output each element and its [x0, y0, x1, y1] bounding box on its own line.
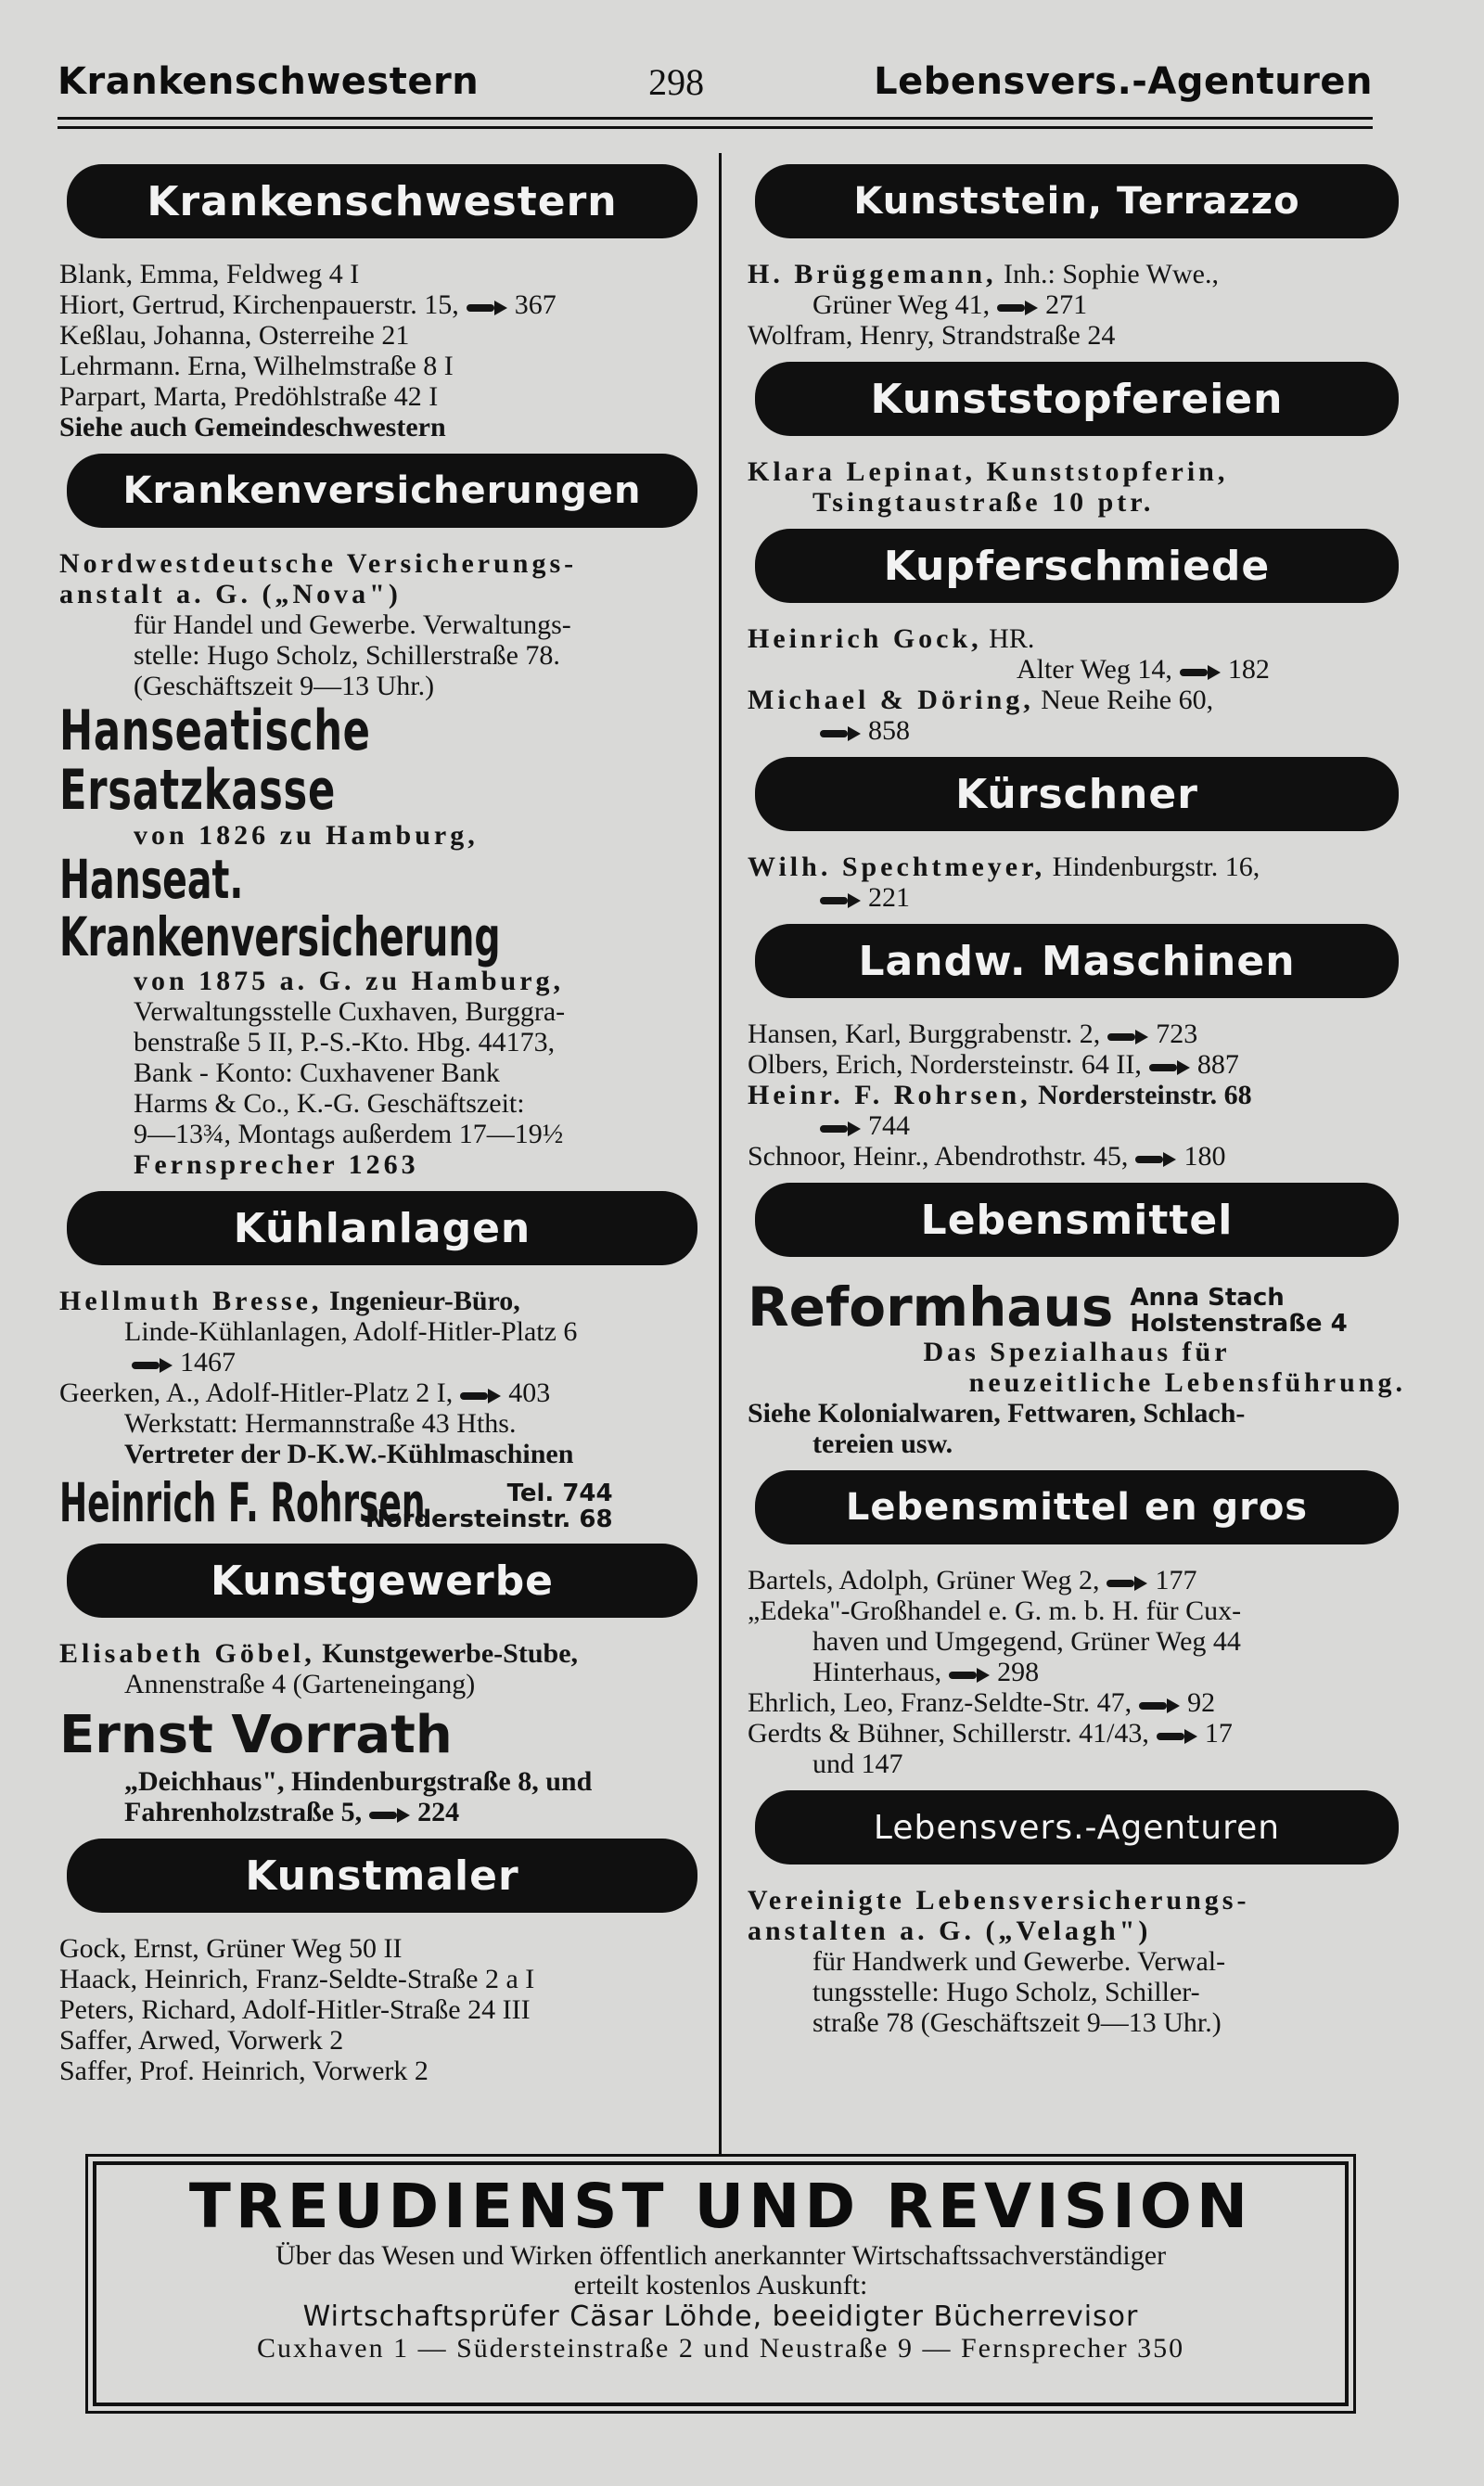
company-name: H. Brüggemann, — [748, 259, 997, 289]
section-heading-krankenversicherungen: Krankenversicherungen — [67, 454, 697, 528]
entry-detail: Inh.: Sophie Wwe., — [1004, 259, 1219, 289]
entry-detail: für Handwerk und Gewerbe. Verwal- — [812, 1946, 1226, 1977]
list-item: Keßlau, Johanna, Osterreihe 21 — [59, 320, 410, 351]
entry-detail — [748, 715, 1406, 746]
entry-detail: HR. — [989, 623, 1035, 654]
list-item — [59, 1378, 705, 1408]
telephone-icon — [949, 1668, 991, 1681]
company-name: Hellmuth Bresse, — [59, 1286, 323, 1316]
entry-detail: Linde-Kühlanlagen, Adolf-Hitler-Platz 6 — [124, 1316, 578, 1347]
cross-reference: Siehe Kolonialwaren, Fettwaren, Schlach- — [748, 1398, 1246, 1429]
phone-number: 403 — [508, 1378, 551, 1408]
entry-detail: straße 78 (Geschäftszeit 9—13 Uhr.) — [812, 2007, 1222, 2038]
advert-subline: von 1875 a. G. zu Hamburg, — [134, 966, 565, 996]
left-column — [59, 153, 705, 2086]
list-item — [748, 1019, 1406, 1049]
list-item: „Edeka"-Großhandel e. G. m. b. H. für Cux- — [748, 1595, 1242, 1626]
phone-number: 723 — [1156, 1019, 1198, 1049]
telephone-icon — [820, 1121, 863, 1134]
entry-text: Grüner Weg 41, — [812, 289, 991, 320]
telephone-icon — [369, 1808, 412, 1821]
list-item — [748, 1049, 1406, 1080]
phone-number: 17 — [1204, 1718, 1233, 1749]
list-item: Parpart, Marta, Predöhlstraße 42 I — [59, 381, 439, 412]
advert-phone: Tel. 744 — [506, 1480, 613, 1507]
entry-detail: Neue Reihe 60, — [1041, 685, 1214, 715]
list-item — [748, 1080, 1406, 1110]
entry-detail: Annenstraße 4 (Garteneingang) — [124, 1669, 476, 1699]
list-item: Gock, Ernst, Grüner Weg 50 II — [59, 1933, 403, 1964]
company-name: Heinr. F. Rohrsen, — [748, 1080, 1031, 1110]
phone-number: 177 — [1155, 1565, 1197, 1595]
list-item: Lehrmann. Erna, Wilhelmstraße 8 I — [59, 351, 454, 381]
phone-number: 1467 — [180, 1347, 236, 1378]
advert-treudienst — [93, 2161, 1349, 2406]
entry-detail: für Handel und Gewerbe. Verwaltungs- — [134, 609, 571, 640]
telephone-icon — [1107, 1030, 1150, 1043]
entry-text: Schnoor, Heinr., Abendrothstr. 45, — [748, 1141, 1129, 1172]
entry-text: Hinterhaus, — [812, 1657, 942, 1687]
company-name: Elisabeth Göbel, — [59, 1638, 315, 1669]
phone-number: 298 — [997, 1657, 1040, 1687]
phone-number: 180 — [1183, 1141, 1226, 1172]
advert-hanseat-kv — [59, 848, 705, 968]
advert-text: erteilt kostenlos Auskunft: — [573, 2270, 868, 2300]
entry-text: Bartels, Adolph, Grüner Weg 2, — [748, 1565, 1100, 1595]
section-heading-krankenschwestern: Krankenschwestern — [67, 164, 697, 238]
advert-headline: TREUDIENST UND REVISION — [188, 2171, 1253, 2242]
header-rule-bottom — [58, 126, 1373, 129]
phone-number: 858 — [868, 715, 910, 746]
phone-number: 221 — [868, 882, 910, 913]
entry-text: Fahrenholzstraße 5, — [124, 1797, 363, 1827]
company-name: Michael & Döring, — [748, 685, 1034, 715]
entry-detail: Verwaltungsstelle Cuxhaven, Burggra- — [134, 996, 566, 1027]
entry-text: Gerdts & Bühner, Schillerstr. 41/43, — [748, 1718, 1149, 1749]
advert-address: Cuxhaven 1 — Südersteinstraße 2 und Neustraße 9 — Fernsprecher 350 — [256, 2333, 1185, 2364]
telephone-icon — [1180, 665, 1222, 678]
entry-detail: stelle: Hugo Scholz, Schillerstraße 78. — [134, 640, 560, 671]
telephone-icon — [1107, 1576, 1149, 1589]
list-item — [748, 1718, 1406, 1749]
entry-detail: benstraße 5 II, P.-S.-Kto. Hbg. 44173, — [134, 1027, 556, 1057]
list-item: Saffer, Arwed, Vorwerk 2 — [59, 2025, 344, 2056]
advert-headline: Hanseatische Ersatzkasse — [59, 698, 371, 823]
phone-number: 367 — [514, 289, 556, 320]
entry-detail — [748, 1110, 1406, 1141]
phone-number: 224 — [417, 1797, 460, 1827]
entry-detail: tungsstelle: Hugo Scholz, Schiller- — [812, 1977, 1200, 2007]
entry-text: Alter Weg 14, — [1017, 654, 1172, 685]
cross-reference: Siehe auch Gemeindeschwestern — [59, 412, 446, 442]
entry-text: Hiort, Gertrud, Kirchenpauerstr. 15, — [59, 289, 459, 320]
entry-detail: Harms & Co., K.-G. Geschäftszeit: — [134, 1088, 525, 1119]
phone-number: 271 — [1045, 289, 1088, 320]
entry-detail: Tsingtaustraße 10 ptr. — [812, 487, 1155, 518]
section-heading-lebensmittel-en-gros: Lebensmittel en gros — [755, 1470, 1399, 1544]
entry-detail: Ingenieur-Büro, — [328, 1286, 520, 1316]
phone-number: 182 — [1227, 654, 1270, 685]
entry-detail: Werkstatt: Hermannstraße 43 Hths. — [124, 1408, 517, 1439]
section-heading-lebensmittel: Lebensmittel — [755, 1183, 1399, 1257]
entry-detail: Bank - Konto: Cuxhavener Bank — [134, 1057, 500, 1088]
phone-line: Fernsprecher 1263 — [134, 1149, 419, 1180]
list-item: Saffer, Prof. Heinrich, Vorwerk 2 — [59, 2056, 429, 2086]
header-right-keyword: Lebensvers.-Agenturen — [874, 60, 1373, 103]
list-item — [748, 1565, 1406, 1595]
section-heading-kunstmaler: Kunstmaler — [67, 1839, 697, 1913]
phone-number: 744 — [868, 1110, 910, 1141]
company-name: Vereinigte Lebensversicherungs- — [748, 1885, 1250, 1916]
advert-hanseatische — [59, 698, 705, 823]
entry-detail — [748, 882, 1406, 913]
section-heading-kuehlanlagen: Kühlanlagen — [67, 1191, 697, 1265]
entry-detail — [59, 1797, 705, 1827]
entry-detail — [748, 1657, 1406, 1687]
list-item: Blank, Emma, Feldweg 4 I — [59, 259, 360, 289]
column-divider — [719, 153, 722, 2157]
telephone-icon — [1139, 1698, 1182, 1711]
telephone-icon — [460, 1389, 503, 1402]
telephone-icon — [1157, 1729, 1199, 1742]
entry-detail: Nordersteinstr. 68 — [1038, 1080, 1252, 1110]
telephone-icon — [1135, 1152, 1178, 1165]
telephone-icon — [820, 726, 863, 739]
section-heading-lebensvers-agenturen: Lebensvers.-Agenturen — [755, 1790, 1399, 1864]
list-item — [748, 685, 1406, 715]
list-item: Peters, Richard, Adolf-Hitler-Straße 24 III — [59, 1994, 531, 2025]
list-item — [748, 852, 1406, 882]
section-heading-kupferschmiede: Kupferschmiede — [755, 529, 1399, 603]
advert-slogan: Das Spezialhaus für — [923, 1337, 1231, 1367]
advert-reformhaus — [748, 1277, 1406, 1337]
section-heading-kuerschner: Kürschner — [755, 757, 1399, 831]
entry-detail: Kunstgewerbe-Stube, — [322, 1638, 579, 1669]
entry-text: Ehrlich, Leo, Franz-Seldte-Str. 47, — [748, 1687, 1132, 1718]
advert-rohrsen — [59, 1473, 705, 1532]
phone-number: 887 — [1196, 1049, 1239, 1080]
advert-address: Nordersteinstr. 68 — [365, 1506, 613, 1533]
section-heading-kunststopfereien: Kunststopfereien — [755, 362, 1399, 436]
list-item: Wolfram, Henry, Strandstraße 24 — [748, 320, 1116, 351]
entry-text: Geerken, A., Adolf-Hitler-Platz 2 I, — [59, 1378, 454, 1408]
entry-detail: 9—13¾, Montags außerdem 17—19½ — [134, 1119, 564, 1149]
list-item — [748, 1141, 1406, 1172]
advert-subline: von 1826 zu Hamburg, — [134, 820, 479, 851]
header-rule-top — [58, 117, 1373, 120]
list-item: Haack, Heinrich, Franz-Seldte-Straße 2 a I — [59, 1964, 535, 1994]
header-left-keyword: Krankenschwestern — [58, 60, 480, 103]
company-name: Klara Lepinat, Kunststopferin, — [748, 456, 1229, 487]
phone-number: 92 — [1187, 1687, 1216, 1718]
telephone-icon — [820, 893, 863, 906]
telephone-icon — [1149, 1060, 1192, 1073]
list-item — [748, 1687, 1406, 1718]
list-item — [748, 623, 1406, 654]
advert-headline: Hanseat. Krankenversicherung — [59, 848, 501, 968]
advert-slogan: neuzeitliche Lebensführung. — [968, 1367, 1406, 1398]
entry-detail: Vertreter der D-K.W.-Kühlmaschinen — [124, 1439, 574, 1469]
list-item — [59, 1286, 705, 1316]
advert-vorrath: Ernst Vorrath — [59, 1705, 453, 1765]
advert-headline: Reformhaus — [748, 1275, 1114, 1339]
telephone-icon — [467, 301, 509, 314]
company-name: anstalten a. G. („Velagh") — [748, 1916, 1152, 1946]
telephone-icon — [997, 301, 1040, 314]
cross-reference: tereien usw. — [812, 1429, 953, 1459]
entry-detail: und 147 — [812, 1749, 903, 1779]
advert-contact — [1130, 1285, 1347, 1337]
entry-text: Hansen, Karl, Burggrabenstr. 2, — [748, 1019, 1101, 1049]
advert-text: Über das Wesen und Wirken öffentlich anerkannter Wirtschaftssachverständiger — [275, 2240, 1167, 2271]
section-heading-landw-maschinen: Landw. Maschinen — [755, 924, 1399, 998]
page-number: 298 — [648, 60, 705, 103]
section-heading-kunststein: Kunststein, Terrazzo — [755, 164, 1399, 238]
advert-headline: Heinrich F. Rohrsen — [59, 1471, 426, 1534]
list-item — [748, 259, 1406, 289]
company-name: Nordwestdeutsche Versicherungs- — [59, 548, 578, 579]
company-name: Wilh. Spechtmeyer, — [748, 852, 1046, 882]
entry-detail: haven und Umgegend, Grüner Weg 44 — [812, 1626, 1241, 1657]
entry-detail: Hindenburgstr. 16, — [1052, 852, 1260, 882]
advert-address: Holstenstraße 4 — [1130, 1310, 1348, 1338]
entry-detail: „Deichhaus", Hindenburgstraße 8, und — [124, 1766, 593, 1797]
company-name: Heinrich Gock, — [748, 623, 982, 654]
right-column — [748, 153, 1406, 2038]
company-name: anstalt a. G. („Nova") — [59, 579, 402, 609]
entry-detail: (Geschäftszeit 9—13 Uhr.) — [134, 671, 435, 701]
entry-detail — [59, 1347, 705, 1378]
page-header — [58, 54, 1373, 109]
list-item — [59, 289, 705, 320]
list-item — [59, 1638, 705, 1669]
entry-detail — [748, 289, 1406, 320]
entry-detail — [748, 654, 1406, 685]
advert-owner: Anna Stach — [1130, 1284, 1285, 1312]
telephone-icon — [132, 1358, 174, 1371]
entry-text: Olbers, Erich, Nordersteinstr. 64 II, — [748, 1049, 1142, 1080]
advert-contact-name: Wirtschaftsprüfer Cäsar Löhde, beeidigter Bücherrevisor — [302, 2300, 1139, 2333]
section-heading-kunstgewerbe: Kunstgewerbe — [67, 1544, 697, 1618]
